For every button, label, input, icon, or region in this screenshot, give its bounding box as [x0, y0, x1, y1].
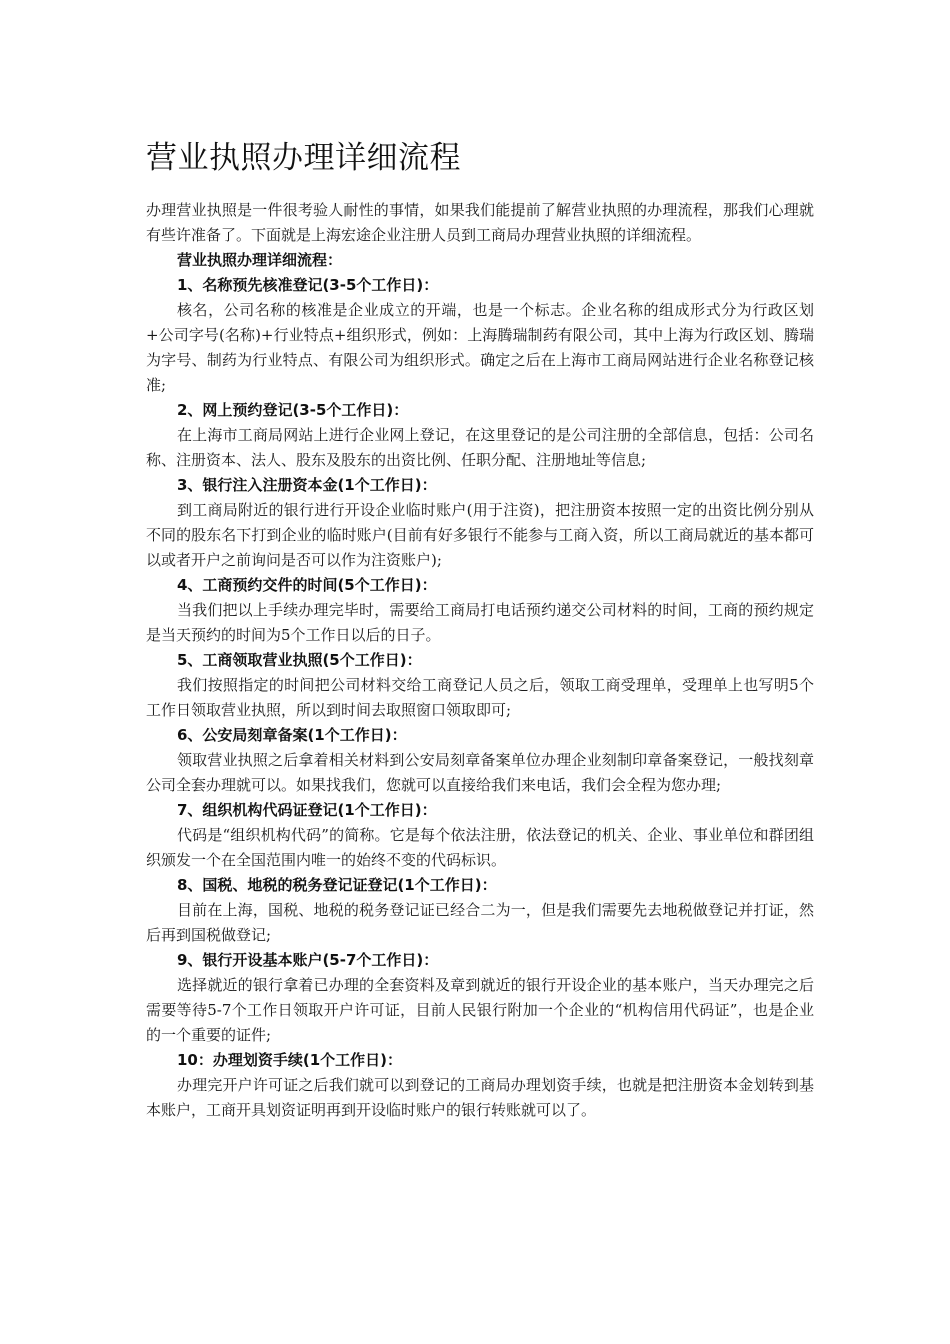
section-heading: 1、名称预先核准登记(3-5个工作日)： — [177, 276, 439, 294]
section-text: 办理完开户许可证之后我们就可以到登记的工商局办理划资手续，也就是把注册资本金划转到基本账户，工商开具划资证明再到开设临时账户的银行转账就可以了。 — [146, 1076, 814, 1119]
section-heading: 9、银行开设基本账户(5-7个工作日)： — [177, 951, 439, 969]
section-3 — [146, 473, 814, 573]
section-heading: 5、工商领取营业执照(5个工作日)： — [177, 651, 422, 669]
intro-paragraph: 办理营业执照是一件很考验人耐性的事情，如果我们能提前了解营业执照的办理流程，那我们心理就有些许准备了。下面就是上海宏途企业注册人员到工商局办理营业执照的详细流程。 — [146, 201, 814, 244]
section-9 — [146, 948, 814, 1048]
section-8 — [146, 873, 814, 948]
section-2 — [146, 398, 814, 473]
document-title: 营业执照办理详细流程 — [146, 140, 461, 176]
process-subtitle: 营业执照办理详细流程： — [177, 251, 343, 269]
section-text: 核名，公司名称的核准是企业成立的开端，也是一个标志。企业名称的组成形式分为行政区划+公司字号(名称)+行业特点+组织形式，例如：上海腾瑞制药有限公司，其中上海为行政区划、腾瑞为字号、制药为行业特点、有限公司为组织形式。确定之后在上海市工商局网站进行企业名称登记核准; — [146, 301, 814, 394]
section-1 — [146, 273, 814, 398]
section-text: 选择就近的银行拿着已办理的全套资料及章到就近的银行开设企业的基本账户，当天办理完之后需要等待5-7个工作日领取开户许可证，目前人民银行附加一个企业的“机构信用代码证”，也是企业的一个重要的证件; — [146, 976, 814, 1044]
section-text: 目前在上海，国税、地税的税务登记证已经合二为一，但是我们需要先去地税做登记并打证，然后再到国税做登记; — [146, 901, 814, 944]
section-6 — [146, 723, 814, 798]
section-heading: 3、银行注入注册资本金(1个工作日)： — [177, 476, 437, 494]
section-text: 领取营业执照之后拿着相关材料到公安局刻章备案单位办理企业刻制印章备案登记，一般找刻章公司全套办理就可以。如果找我们，您就可以直接给我们来电话，我们会全程为您办理; — [146, 751, 814, 794]
section-heading: 4、工商预约交件的时间(5个工作日)： — [177, 576, 437, 594]
section-10 — [146, 1048, 814, 1123]
section-text: 当我们把以上手续办理完毕时，需要给工商局打电话预约递交公司材料的时间，工商的预约规定是当天预约的时间为5个工作日以后的日子。 — [146, 601, 814, 644]
section-text: 我们按照指定的时间把公司材料交给工商登记人员之后，领取工商受理单，受理单上也写明5个工作日领取营业执照，所以到时间去取照窗口领取即可; — [146, 676, 814, 719]
section-text: 在上海市工商局网站上进行企业网上登记，在这里登记的是公司注册的全部信息，包括：公司名称、注册资本、法人、股东及股东的出资比例、任职分配、注册地址等信息; — [146, 426, 814, 469]
section-heading: 10：办理划资手续(1个工作日)： — [177, 1051, 403, 1069]
section-5 — [146, 648, 814, 723]
document-page — [146, 136, 814, 1123]
section-text: 代码是“组织机构代码”的简称。它是每个依法注册，依法登记的机关、企业、事业单位和群团组织颁发一个在全国范围内唯一的始终不变的代码标识。 — [146, 826, 814, 869]
section-7 — [146, 798, 814, 873]
section-heading: 7、组织机构代码证登记(1个工作日)： — [177, 801, 437, 819]
section-4 — [146, 573, 814, 648]
section-heading: 6、公安局刻章备案(1个工作日)： — [177, 726, 407, 744]
section-heading: 8、国税、地税的税务登记证登记(1个工作日)： — [177, 876, 497, 894]
section-heading: 2、网上预约登记(3-5个工作日)： — [177, 401, 409, 419]
section-text: 到工商局附近的银行进行开设企业临时账户(用于注资)，把注册资本按照一定的出资比例分别从不同的股东名下打到企业的临时账户(目前有好多银行不能参与工商入资，所以工商局就近的基本都可以或者开户之前询问是否可以作为注资账户); — [146, 501, 814, 569]
